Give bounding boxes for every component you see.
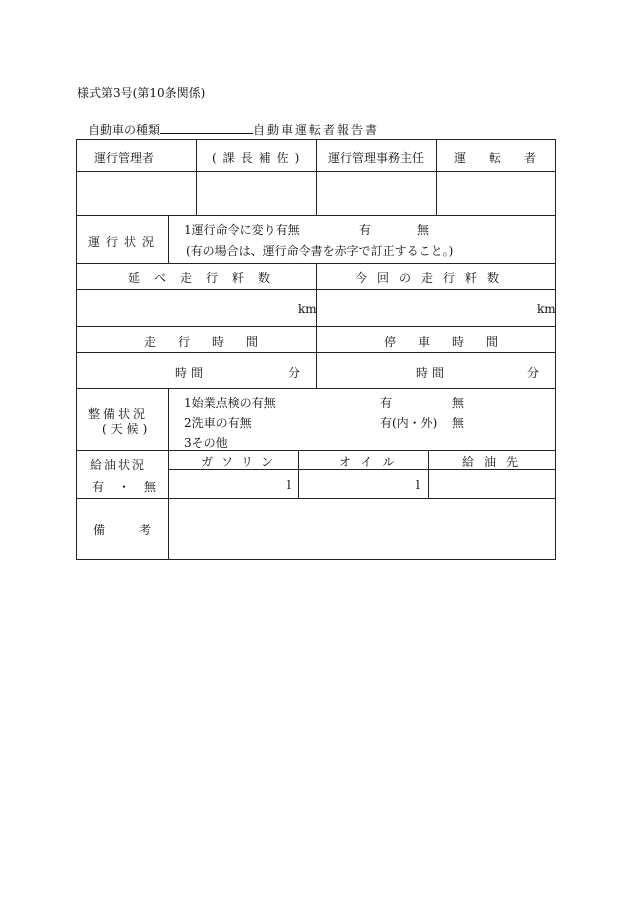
operation-change-no[interactable]: 無 <box>417 223 430 237</box>
total-distance-field[interactable] <box>77 290 316 326</box>
header-driver: 運転者 <box>454 151 560 165</box>
total-distance-label: 延べ走行粁数 <box>128 271 285 285</box>
report-title: 自動車運転者報告書 <box>253 123 380 137</box>
document-title <box>88 121 379 138</box>
header-section-chief-text: (課長補佐) <box>212 151 306 165</box>
current-distance-field[interactable] <box>317 290 555 326</box>
driving-time-minutes-unit: 分 <box>288 366 301 380</box>
gasoline-amount-field[interactable] <box>169 470 298 498</box>
fuel-station-field[interactable] <box>429 470 555 498</box>
header-section-chief <box>212 149 306 166</box>
fuel-status-label: 給油状況 <box>90 458 147 472</box>
remarks-label: 備考 <box>93 523 186 537</box>
car-wash-question: 2洗車の有無 <box>184 416 252 430</box>
signature-section-chief[interactable] <box>197 172 316 215</box>
header-manager <box>94 149 179 166</box>
pre-inspection-no[interactable]: 無 <box>452 396 465 410</box>
oil-label: オイル <box>339 455 405 469</box>
pre-inspection-question: 1始業点検の有無 <box>184 396 276 410</box>
vehicle-type-blank[interactable] <box>160 121 253 134</box>
pre-inspection-yes[interactable]: 有 <box>380 396 393 410</box>
signature-driver[interactable] <box>437 172 555 215</box>
weather-label: (天候) <box>102 422 152 436</box>
stop-time-minutes-unit: 分 <box>527 366 540 380</box>
station-label: 給油先 <box>462 455 529 469</box>
operation-change-question: 1運行命令に変り有無 <box>184 223 300 237</box>
current-distance-label: 今回の走行粁数 <box>355 271 510 285</box>
driving-time-hours-unit: 時間 <box>175 366 208 380</box>
oil-amount-field[interactable] <box>299 470 428 498</box>
other-item: 3その他 <box>184 436 228 450</box>
car-wash-no[interactable]: 無 <box>452 416 465 430</box>
signature-office-head[interactable] <box>317 172 436 215</box>
operation-status-label: 運行状況 <box>88 235 161 249</box>
operation-change-yes[interactable]: 有 <box>359 223 372 237</box>
maintenance-status-label: 整備状況 <box>88 407 149 421</box>
header-office-head: 運行管理事務主任 <box>328 151 425 165</box>
form-number-label: 様式第3号(第10条関係) <box>77 86 206 100</box>
vehicle-type-label: 自動車の種類 <box>88 123 161 137</box>
total-distance-unit: km <box>298 302 317 316</box>
driving-time-label: 走行時間 <box>144 335 281 349</box>
operation-change-note: (有の場合は、運行命令書を赤字で訂正すること。) <box>186 244 454 258</box>
header-manager-text: 運行管理者 <box>94 151 155 165</box>
fuel-yes-no[interactable]: 有・無 <box>92 480 171 494</box>
remarks-field[interactable] <box>169 499 555 559</box>
gasoline-unit: l <box>287 478 291 492</box>
gasoline-label: ガソリン <box>201 455 282 469</box>
signature-manager[interactable] <box>77 172 196 215</box>
current-distance-unit: km <box>537 302 556 316</box>
oil-unit: l <box>416 478 420 492</box>
car-wash-yes[interactable]: 有(内・外) <box>380 416 438 430</box>
stop-time-label: 停車時間 <box>384 335 521 349</box>
stop-time-hours-unit: 時間 <box>416 366 449 380</box>
